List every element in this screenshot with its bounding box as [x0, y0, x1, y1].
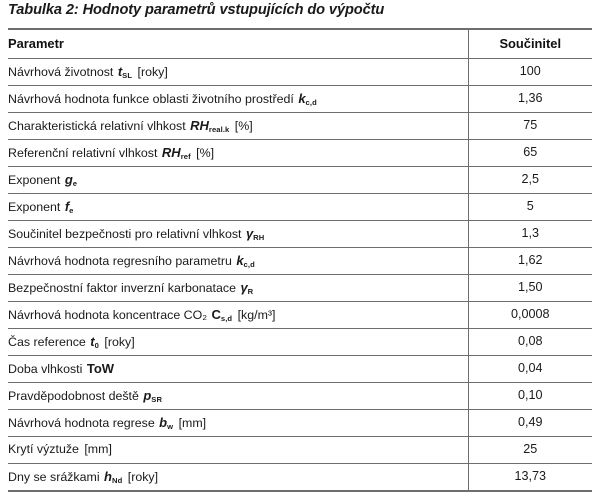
parameter-subscript: e [72, 179, 78, 189]
coefficient-value-cell: 100 [468, 59, 592, 86]
parameter-symbol: t [90, 333, 95, 349]
table-row [8, 113, 592, 140]
table-row [8, 383, 592, 410]
table-row [8, 356, 592, 383]
coefficient-value-cell: 2,5 [468, 167, 592, 194]
parameter-label: Charakteristická relativní vlhkost [8, 118, 186, 133]
parameter-label: Referenční relativní vlhkost [8, 145, 158, 160]
parameter-label: Návrhová hodnota koncentrace CO₂ [8, 307, 208, 322]
parameter-label: Exponent [8, 172, 61, 187]
parameter-subscript: SL [122, 71, 133, 81]
coefficient-value-cell: 0,0008 [468, 302, 592, 329]
parameter-subscript: s,d [220, 314, 233, 324]
parameter-subscript: 0 [94, 341, 99, 351]
table-caption: Tabulka 2: Hodnoty parametrů vstupujících do výpočtu [8, 2, 385, 18]
parameter-label: Exponent [8, 199, 61, 214]
parameter-symbol: γ [240, 279, 248, 295]
coefficient-value-cell: 0,49 [468, 410, 592, 437]
parameter-subscript: RH [253, 233, 265, 243]
parameter-label: Dny se srážkami [8, 469, 100, 484]
parameter-cell [8, 248, 468, 275]
parameter-label: Návrhová hodnota regresního parametru [8, 253, 232, 268]
parameter-cell [8, 167, 468, 194]
parameter-symbol: C [211, 306, 221, 322]
table-row [8, 86, 592, 113]
coefficient-value-cell: 1,50 [468, 275, 592, 302]
parameter-cell [8, 86, 468, 113]
parameter-cell [8, 356, 468, 383]
parameter-symbol: k [236, 252, 244, 268]
parameter-symbol: k [298, 90, 306, 106]
parameter-symbol: t [117, 63, 123, 79]
table-body [8, 59, 592, 492]
coefficient-value-cell: 1,3 [468, 221, 592, 248]
parameter-unit: [kg/m³] [234, 307, 276, 322]
table-row [8, 410, 592, 437]
parameter-symbol: RH [161, 144, 181, 160]
parameter-subscript: R [247, 287, 254, 297]
table-row [8, 248, 592, 275]
table-row [8, 329, 592, 356]
table-header-row [8, 29, 592, 59]
parameter-cell [8, 140, 468, 167]
parameter-subscript: w [167, 422, 174, 432]
table-row [8, 140, 592, 167]
parameter-cell [8, 302, 468, 329]
table-head [8, 29, 592, 59]
parameters-table-wrapper [8, 28, 592, 492]
table-row [8, 437, 592, 464]
parameter-label: Čas reference [8, 334, 86, 349]
parameter-subscript: c,d [305, 98, 317, 108]
parameter-unit: [roky] [100, 334, 135, 349]
parameter-label: Součinitel bezpečnosti pro relativní vlhkost [8, 226, 242, 241]
parameter-unit: [roky] [124, 469, 159, 484]
parameter-cell [8, 329, 468, 356]
coefficient-value-cell: 5 [468, 194, 592, 221]
parameter-label: Návrhová životnost [8, 64, 114, 79]
column-header-coefficient: Součinitel [468, 29, 592, 59]
parameter-unit: [mm] [175, 415, 207, 430]
coefficient-value-cell: 1,62 [468, 248, 592, 275]
table-row [8, 275, 592, 302]
parameters-table [8, 28, 592, 492]
parameter-cell [8, 59, 468, 86]
coefficient-value-cell: 0,04 [468, 356, 592, 383]
parameter-subscript: ref [180, 152, 191, 162]
table-row [8, 59, 592, 86]
parameter-symbol: f [64, 198, 70, 214]
parameter-cell [8, 221, 468, 248]
coefficient-value-cell: 13,73 [468, 464, 592, 492]
parameter-label: Doba vlhkosti [8, 361, 83, 376]
column-header-parameter: Parametr [8, 29, 468, 59]
parameter-cell [8, 410, 468, 437]
parameter-cell [8, 464, 468, 492]
table-row [8, 464, 592, 492]
parameter-label: Návrhová hodnota funkce oblasti životního prostředí [8, 91, 294, 106]
parameter-subscript: real.k [208, 125, 230, 135]
parameter-label: Návrhová hodnota regrese [8, 415, 155, 430]
parameter-cell [8, 194, 468, 221]
parameter-subscript: c,d [243, 260, 255, 270]
parameter-unit: [mm] [80, 442, 112, 457]
table-row [8, 194, 592, 221]
parameter-subscript: SR [151, 395, 163, 405]
coefficient-value-cell: 1,36 [468, 86, 592, 113]
parameter-unit: [roky] [134, 64, 168, 79]
parameter-subscript: Nd [111, 476, 123, 486]
parameter-symbol: h [104, 468, 112, 484]
coefficient-value-cell: 0,08 [468, 329, 592, 356]
table-row [8, 221, 592, 248]
parameter-label: Bezpečnostní faktor inverzní karbonatace [8, 280, 236, 295]
parameter-cell [8, 275, 468, 302]
parameter-symbol: g [64, 171, 73, 187]
parameter-label: Pravděpodobnost deště [8, 388, 139, 403]
parameter-cell [8, 383, 468, 410]
parameter-subscript: e [69, 206, 74, 216]
coefficient-value-cell: 75 [468, 113, 592, 140]
coefficient-value-cell: 25 [468, 437, 592, 464]
parameter-symbol: RH [190, 117, 209, 133]
table-row [8, 302, 592, 329]
parameter-symbol: p [143, 387, 152, 403]
parameter-label: Krytí výztuže [8, 442, 79, 457]
parameter-unit: [%] [231, 118, 253, 133]
table-row [8, 167, 592, 194]
parameter-cell [8, 437, 468, 464]
coefficient-value-cell: 0,10 [468, 383, 592, 410]
parameter-cell [8, 113, 468, 140]
parameter-symbol: b [159, 414, 168, 430]
parameter-symbol: γ [245, 225, 254, 241]
parameter-symbol: ToW [86, 360, 115, 376]
coefficient-value-cell: 65 [468, 140, 592, 167]
parameter-unit: [%] [192, 145, 215, 160]
